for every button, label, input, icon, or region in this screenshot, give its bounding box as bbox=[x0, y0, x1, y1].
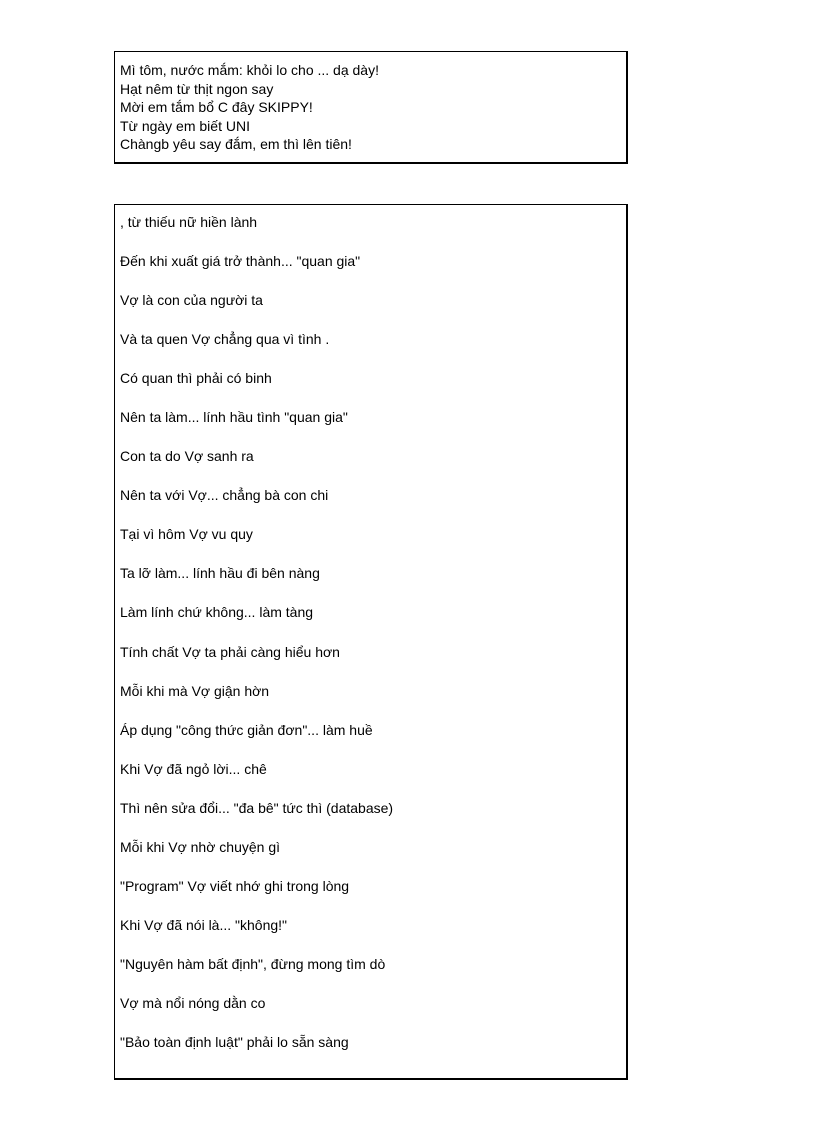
poem-line-7: Con ta do Vợ sanh ra bbox=[120, 448, 254, 465]
top-line-3: Mời em tắm bổ C đây SKIPPY! bbox=[120, 99, 313, 115]
poem-line-5: Có quan thì phải có binh bbox=[120, 370, 272, 387]
poem-line-2: Đến khi xuất giá trở thành... "quan gia" bbox=[120, 253, 361, 270]
poem-line-4: Và ta quen Vợ chẳng qua vì tình . bbox=[120, 331, 330, 348]
poem-line-21: Vợ mà nổi nóng dằn co bbox=[120, 994, 266, 1011]
poem-line-17: Mỗi khi Vợ nhờ chuyện gì bbox=[120, 838, 280, 855]
poem-line-16: Thì nên sửa đổi... "đa bê" tức thì (database) bbox=[120, 799, 394, 816]
poem-line-15: Khi Vợ đã ngỏ lời... chê bbox=[120, 760, 267, 777]
poem-line-8: Nên ta với Vợ... chẳng bà con chi bbox=[120, 487, 329, 504]
poem-line-10: Ta lỡ làm... lính hầu đi bên nàng bbox=[120, 565, 320, 582]
poem-line-20: "Nguyên hàm bất định", đừng mong tìm dò bbox=[120, 955, 386, 972]
top-line-1: Mì tôm, nước mắm: khỏi lo cho ... dạ dày! bbox=[120, 62, 379, 78]
poem-line-22: "Bảo toàn định luật" phải lo sẵn sàng bbox=[120, 1033, 349, 1050]
poem-line-19: Khi Vợ đã nói là... "không!" bbox=[120, 916, 287, 933]
top-line-4: Từ ngày em biết UNI bbox=[120, 117, 250, 134]
top-line-2: Hạt nêm từ thịt ngon say bbox=[120, 80, 274, 97]
poem-line-18: "Program" Vợ viết nhớ ghi trong lòng bbox=[120, 877, 350, 894]
poem-line-3: Vợ là con của người ta bbox=[120, 292, 263, 309]
top-line-5: Chàngb yêu say đắm, em thì lên tiên! bbox=[120, 136, 352, 152]
poem-line-13: Mỗi khi mà Vợ giận hờn bbox=[120, 682, 270, 699]
poem-line-11: Làm lính chứ không... làm tàng bbox=[120, 604, 314, 621]
poem-line-12: Tính chất Vợ ta phải càng hiểu hơn bbox=[120, 643, 340, 660]
poem-line-6: Nên ta làm... lính hầu tình "quan gia" bbox=[120, 409, 348, 426]
poem-line-1: , từ thiếu nữ hiền lành bbox=[120, 214, 258, 230]
poem-line-14: Áp dụng "công thức giản đơn"... làm huề bbox=[120, 721, 373, 738]
top-text-box bbox=[114, 51, 628, 164]
poem-text-box bbox=[114, 204, 628, 1080]
poem-line-9: Tại vì hôm Vợ vu quy bbox=[120, 526, 253, 543]
